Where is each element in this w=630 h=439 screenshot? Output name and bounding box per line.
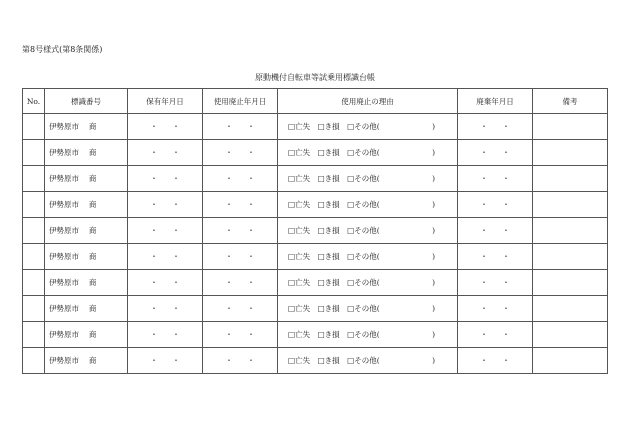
dot: ・ [502, 278, 510, 287]
dot: ・ [247, 148, 255, 157]
table-row [23, 192, 608, 218]
cell-no[interactable] [23, 140, 45, 166]
cell-reason[interactable]: □亡失 □き損 □その他( ) [278, 270, 458, 296]
dot: ・ [150, 122, 158, 131]
dot: ・ [150, 174, 158, 183]
cell-sign-number[interactable]: 伊勢原市 商 [45, 348, 128, 374]
dot: ・ [247, 278, 255, 287]
table-row [23, 218, 608, 244]
cell-acquired-date[interactable] [128, 244, 203, 270]
dot: ・ [247, 330, 255, 339]
cell-disposal-date[interactable] [458, 244, 533, 270]
table-row [23, 296, 608, 322]
table-row [23, 270, 608, 296]
cell-acquired-date[interactable] [128, 270, 203, 296]
cell-reason[interactable]: □亡失 □き損 □その他( ) [278, 166, 458, 192]
cell-acquired-date[interactable] [128, 114, 203, 140]
cell-disposal-date[interactable] [458, 218, 533, 244]
cell-reason[interactable]: □亡失 □き損 □その他( ) [278, 296, 458, 322]
dot: ・ [225, 148, 233, 157]
dot: ・ [172, 252, 180, 261]
table-row [23, 114, 608, 140]
cell-remarks[interactable] [533, 270, 608, 296]
dot: ・ [150, 226, 158, 235]
cell-discontinued-date[interactable] [203, 218, 278, 244]
cell-acquired-date[interactable] [128, 218, 203, 244]
dot: ・ [480, 226, 488, 235]
cell-disposal-date[interactable] [458, 270, 533, 296]
cell-no[interactable] [23, 114, 45, 140]
table-row [23, 348, 608, 374]
cell-sign-number[interactable]: 伊勢原市 商 [45, 114, 128, 140]
dot: ・ [247, 252, 255, 261]
dot: ・ [172, 148, 180, 157]
cell-reason[interactable]: □亡失 □き損 □その他( ) [278, 218, 458, 244]
table-row [23, 140, 608, 166]
cell-remarks[interactable] [533, 322, 608, 348]
cell-discontinued-date[interactable] [203, 270, 278, 296]
cell-no[interactable] [23, 348, 45, 374]
dot: ・ [480, 356, 488, 365]
dot: ・ [150, 252, 158, 261]
cell-disposal-date[interactable] [458, 348, 533, 374]
cell-acquired-date[interactable] [128, 140, 203, 166]
cell-discontinued-date[interactable] [203, 296, 278, 322]
cell-reason[interactable]: □亡失 □き損 □その他( ) [278, 192, 458, 218]
cell-sign-number[interactable]: 伊勢原市 商 [45, 218, 128, 244]
dot: ・ [150, 278, 158, 287]
cell-disposal-date[interactable] [458, 192, 533, 218]
cell-acquired-date[interactable] [128, 322, 203, 348]
page-title: 原動機付自転車等試乗用標識台帳 [255, 73, 375, 82]
cell-acquired-date[interactable] [128, 192, 203, 218]
cell-discontinued-date[interactable] [203, 140, 278, 166]
cell-remarks[interactable] [533, 166, 608, 192]
cell-no[interactable] [23, 166, 45, 192]
cell-sign-number[interactable]: 伊勢原市 商 [45, 140, 128, 166]
table-row [23, 322, 608, 348]
dot: ・ [480, 122, 488, 131]
cell-sign-number[interactable]: 伊勢原市 商 [45, 166, 128, 192]
cell-no[interactable] [23, 218, 45, 244]
dot: ・ [502, 148, 510, 157]
cell-remarks[interactable] [533, 140, 608, 166]
dot: ・ [247, 356, 255, 365]
dot: ・ [172, 304, 180, 313]
dot: ・ [150, 330, 158, 339]
cell-remarks[interactable] [533, 244, 608, 270]
dot: ・ [150, 304, 158, 313]
dot: ・ [247, 226, 255, 235]
dot: ・ [150, 200, 158, 209]
dot: ・ [172, 200, 180, 209]
cell-no[interactable] [23, 270, 45, 296]
cell-sign-number[interactable]: 伊勢原市 商 [45, 322, 128, 348]
cell-sign-number[interactable]: 伊勢原市 商 [45, 244, 128, 270]
header-disposal-date: 廃棄年月日 [458, 89, 533, 114]
cell-reason[interactable]: □亡失 □き損 □その他( ) [278, 348, 458, 374]
dot: ・ [225, 122, 233, 131]
cell-discontinued-date[interactable] [203, 166, 278, 192]
dot: ・ [172, 122, 180, 131]
dot: ・ [172, 226, 180, 235]
cell-acquired-date[interactable] [128, 296, 203, 322]
dot: ・ [172, 356, 180, 365]
cell-no[interactable] [23, 296, 45, 322]
header-no: No. [23, 89, 45, 114]
header-row [23, 89, 608, 114]
cell-reason[interactable]: □亡失 □き損 □その他( ) [278, 244, 458, 270]
dot: ・ [480, 148, 488, 157]
cell-disposal-date[interactable] [458, 114, 533, 140]
dot: ・ [480, 304, 488, 313]
cell-discontinued-date[interactable] [203, 114, 278, 140]
dot: ・ [480, 252, 488, 261]
dot: ・ [225, 174, 233, 183]
dot: ・ [225, 226, 233, 235]
dot: ・ [502, 356, 510, 365]
dot: ・ [480, 278, 488, 287]
cell-acquired-date[interactable] [128, 348, 203, 374]
cell-discontinued-date[interactable] [203, 322, 278, 348]
form-number: 第8号様式(第8条関係) [22, 45, 103, 54]
cell-no[interactable] [23, 192, 45, 218]
header-reason: 使用廃止の理由 [278, 89, 458, 114]
cell-discontinued-date[interactable] [203, 244, 278, 270]
cell-no[interactable] [23, 322, 45, 348]
dot: ・ [247, 174, 255, 183]
table-row [23, 166, 608, 192]
cell-sign-number[interactable]: 伊勢原市 商 [45, 296, 128, 322]
dot: ・ [247, 304, 255, 313]
cell-acquired-date[interactable] [128, 166, 203, 192]
cell-sign-number[interactable]: 伊勢原市 商 [45, 192, 128, 218]
cell-remarks[interactable] [533, 296, 608, 322]
dot: ・ [502, 304, 510, 313]
dot: ・ [502, 122, 510, 131]
dot: ・ [225, 252, 233, 261]
header-discontinued-date: 使用廃止年月日 [203, 89, 278, 114]
cell-reason[interactable]: □亡失 □き損 □その他( ) [278, 322, 458, 348]
dot: ・ [502, 252, 510, 261]
cell-reason[interactable]: □亡失 □き損 □その他( ) [278, 140, 458, 166]
cell-disposal-date[interactable] [458, 322, 533, 348]
cell-reason[interactable]: □亡失 □き損 □その他( ) [278, 114, 458, 140]
dot: ・ [480, 200, 488, 209]
cell-remarks[interactable] [533, 192, 608, 218]
dot: ・ [480, 330, 488, 339]
dot: ・ [225, 330, 233, 339]
dot: ・ [225, 200, 233, 209]
cell-sign-number[interactable]: 伊勢原市 商 [45, 270, 128, 296]
dot: ・ [225, 278, 233, 287]
dot: ・ [247, 200, 255, 209]
cell-discontinued-date[interactable] [203, 348, 278, 374]
cell-remarks[interactable] [533, 348, 608, 374]
dot: ・ [150, 148, 158, 157]
dot: ・ [172, 330, 180, 339]
dot: ・ [225, 304, 233, 313]
dot: ・ [502, 174, 510, 183]
dot: ・ [225, 356, 233, 365]
header-remarks: 備考 [533, 89, 608, 114]
cell-remarks[interactable] [533, 218, 608, 244]
dot: ・ [502, 226, 510, 235]
cell-disposal-date[interactable] [458, 166, 533, 192]
cell-no[interactable] [23, 244, 45, 270]
cell-remarks[interactable] [533, 114, 608, 140]
dot: ・ [502, 330, 510, 339]
dot: ・ [172, 174, 180, 183]
cell-disposal-date[interactable] [458, 140, 533, 166]
dot: ・ [172, 278, 180, 287]
dot: ・ [247, 122, 255, 131]
dot: ・ [480, 174, 488, 183]
cell-discontinued-date[interactable] [203, 192, 278, 218]
register-table [22, 88, 608, 374]
dot: ・ [502, 200, 510, 209]
cell-disposal-date[interactable] [458, 296, 533, 322]
header-sign-number: 標識番号 [45, 89, 128, 114]
header-acquired-date: 保有年月日 [128, 89, 203, 114]
dot: ・ [150, 356, 158, 365]
table-row [23, 244, 608, 270]
